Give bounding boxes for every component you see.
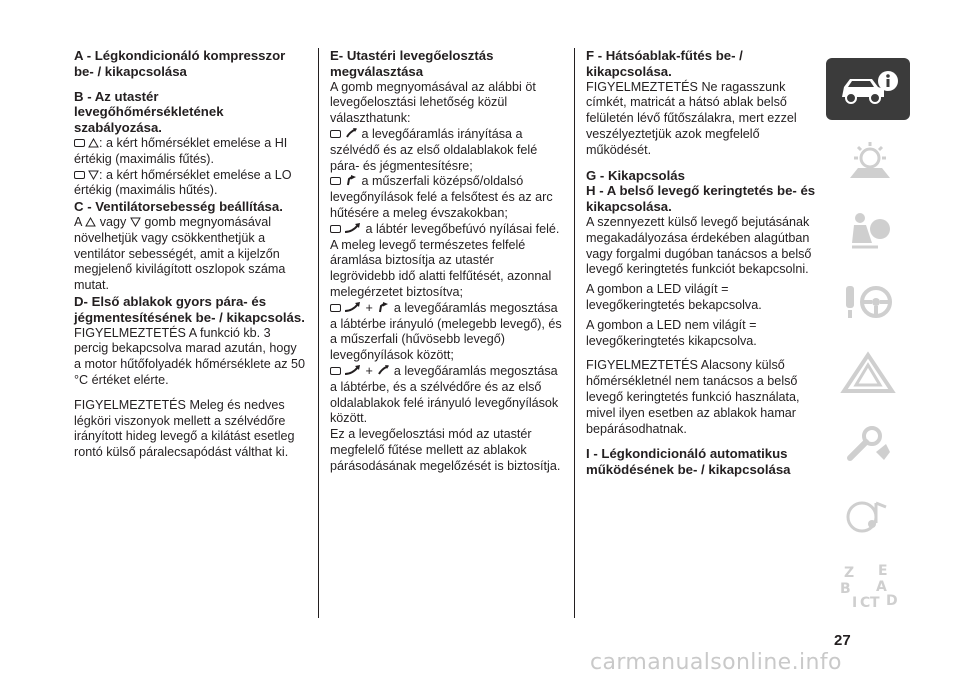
heading-d: D- Első ablakok gyors pára- és jégmentesítésének be- / kikapcsolás. <box>74 293 305 325</box>
lights-icon <box>838 138 898 182</box>
index-letter: I <box>852 595 858 611</box>
paragraph-e5 <box>330 364 562 427</box>
heading-h: H - A belső levegő keringtetés be- és kikapcsolása. <box>586 183 816 215</box>
watermark-footer: carmanualsonline.info <box>590 650 842 675</box>
paragraph-d: FIGYELMEZTETÉS A funkció kb. 3 percig bekapcsolva marad azután, hogy a motor hűtőfolyadék hőmérséklete az 50 °C értéket elérte. <box>74 325 306 387</box>
paragraph-warning-left: FIGYELMEZTETÉS Meleg és nedves légköri viszonyok mellett a szélvédőre irányított hideg levegő a kilátást esetleg rontó külső páralecsapódást válthat ki. <box>74 397 295 460</box>
triangle-up-icon <box>85 217 96 227</box>
c-vagy-text: vagy <box>99 214 127 229</box>
chapter-tabs <box>826 58 910 626</box>
index-letter: A <box>876 579 887 595</box>
e2-text: a műszerfali középső/oldalsó levegőnyílások felé a felsőtest és az arc hűtésére a meleg évszakokban; <box>330 174 553 220</box>
b-up-text: : a kért hőmérséklet emelése a HI értékig (maximális fűtés). <box>74 135 288 166</box>
warning-triangle-icon <box>838 351 898 395</box>
paragraph-e-outro: Ez a levegőelosztási mód az utastér megfelelő fűtése mellett az ablakok párásodásának megelőzését is biztosítja. <box>330 427 561 473</box>
paragraph-e4 <box>330 301 562 364</box>
paragraph-b-down <box>74 168 306 200</box>
button-symbol-icon <box>330 367 341 375</box>
tab-emergency[interactable] <box>826 342 910 404</box>
heading-e: E- Utastéri levegőelosztás megválasztása <box>330 48 494 79</box>
paragraph-f: FIGYELMEZTETÉS Ne ragasszunk címkét, matricát a hátsó ablak belső felületén lévő fűtőszálakra, mert ezzel veszélyeztetjük azok megfelelő működését. <box>586 79 797 157</box>
heading-g: G - Kikapcsolás <box>586 167 685 183</box>
triangle-down-icon <box>88 170 99 180</box>
alphabetical-index-icon <box>836 561 900 611</box>
column-divider <box>574 48 575 618</box>
tab-safety[interactable] <box>826 200 910 262</box>
car-info-icon <box>836 69 900 109</box>
page-number: 27 <box>834 632 851 649</box>
c-a-text: A <box>74 214 82 229</box>
index-letter: T <box>870 595 880 611</box>
button-symbol-icon <box>330 304 341 312</box>
button-symbol-icon <box>74 139 85 147</box>
column-middle <box>330 48 562 475</box>
b-down-text: : a kért hőmérséklet emelése a LO értékig (maximális hűtés). <box>74 167 292 198</box>
multimedia-icon <box>838 493 898 537</box>
column-divider <box>318 48 319 618</box>
index-letter: B <box>840 581 851 597</box>
column-left <box>74 48 306 461</box>
wrench-icon <box>838 422 898 466</box>
paragraph-h: A szennyezett külső levegő bejutásának megakadályozása érdekében alagútban vagy forgalmi dugóban tanácsos a belső levegő keringtetés funkciót bekapcsolni. <box>586 214 812 277</box>
airflow-windscreen-icon <box>344 127 358 139</box>
tab-maintenance[interactable] <box>826 413 910 475</box>
airflow-windscreen-icon <box>376 364 390 376</box>
tab-car-info[interactable] <box>826 58 910 120</box>
paragraph-c <box>74 215 306 294</box>
e1-text: a levegőáramlás irányítása a szélvédő és az első oldalablakok felé pára- és jégmentesítésre; <box>330 126 538 173</box>
paragraph-warning-right: FIGYELMEZTETÉS Alacsony külső hőmérsékletnél nem tanácsos a belső levegő keringtetés funkció használata, mivel ilyen esetben az ablakok hamar bepárásodhatnak. <box>586 358 800 436</box>
c-body-text: gomb megnyomásával növelhetjük vagy csökkenthetjük a ventilátor sebességét, amit a kijelzőn megjelenő kivilágított oszlopok száma mutat. <box>74 214 286 293</box>
paragraph-e3 <box>330 222 562 301</box>
tab-lights[interactable] <box>826 129 910 191</box>
tab-driving[interactable] <box>826 271 910 333</box>
index-letter: E <box>878 563 888 579</box>
steering-wheel-icon <box>838 280 898 324</box>
button-symbol-icon <box>330 225 341 233</box>
airflow-feet-icon <box>344 364 362 376</box>
airflow-feet-icon <box>344 301 362 313</box>
plus-text: + <box>365 363 373 378</box>
e5-text: a levegőáramlás megosztása a lábtérbe, és a szélvédőre és az első oldalablakok felé irányuló levegőnyílások között. <box>330 363 559 426</box>
heading-f: F - Hátsóablak-fűtés be- / kikapcsolása. <box>586 48 743 79</box>
paragraph-led-on: A gombon a LED világít = levegőkeringtetés bekapcsolva. <box>586 282 762 312</box>
index-letter: D <box>886 593 898 609</box>
button-symbol-icon <box>330 130 341 138</box>
index-letter: Z <box>844 565 855 581</box>
airbag-icon <box>838 209 898 253</box>
triangle-up-icon <box>88 138 99 148</box>
paragraph-e-intro: A gomb megnyomásával az alábbi öt levegőelosztási lehetőség közül választhatunk: <box>330 79 536 126</box>
plus-text: + <box>365 300 373 315</box>
heading-i: I - Légkondicionáló automatikus működésének be- / kikapcsolása <box>586 446 791 478</box>
heading-a: A - Légkondicionáló kompresszor be- / kikapcsolása <box>74 48 286 79</box>
e4-text: a levegőáramlás megosztása a lábtérbe irányuló (melegebb levegő), és a műszerfali (hűvösebb levegő) levegőnyílások között; <box>330 300 562 363</box>
paragraph-b-up <box>74 136 306 168</box>
heading-c: C - Ventilátorsebesség beállítása. <box>74 199 283 215</box>
airflow-face-icon <box>376 301 390 313</box>
index-letter: C <box>860 595 871 611</box>
airflow-feet-icon <box>344 222 362 234</box>
button-symbol-icon <box>330 177 341 185</box>
e3-text: a lábtér levegőbefúvó nyílásai felé. A meleg levegő természetes felfelé áramlása biztosítja az utastér legrövidebb idő alatti felfűtését, azonnal melegérzetet biztosítva; <box>330 221 560 299</box>
paragraph-e2 <box>330 174 562 221</box>
airflow-face-icon <box>344 174 358 186</box>
tab-multimedia[interactable] <box>826 484 910 546</box>
column-right <box>586 48 818 478</box>
triangle-down-icon <box>130 217 141 227</box>
tab-index[interactable] <box>826 555 910 617</box>
paragraph-e1 <box>330 127 562 174</box>
paragraph-led-off: A gombon a LED nem világít = levegőkeringtetés kikapcsolva. <box>586 317 757 348</box>
heading-b: B - Az utastér levegőhőmérsékletének szabályozása. <box>74 88 224 136</box>
button-symbol-icon <box>74 171 85 179</box>
